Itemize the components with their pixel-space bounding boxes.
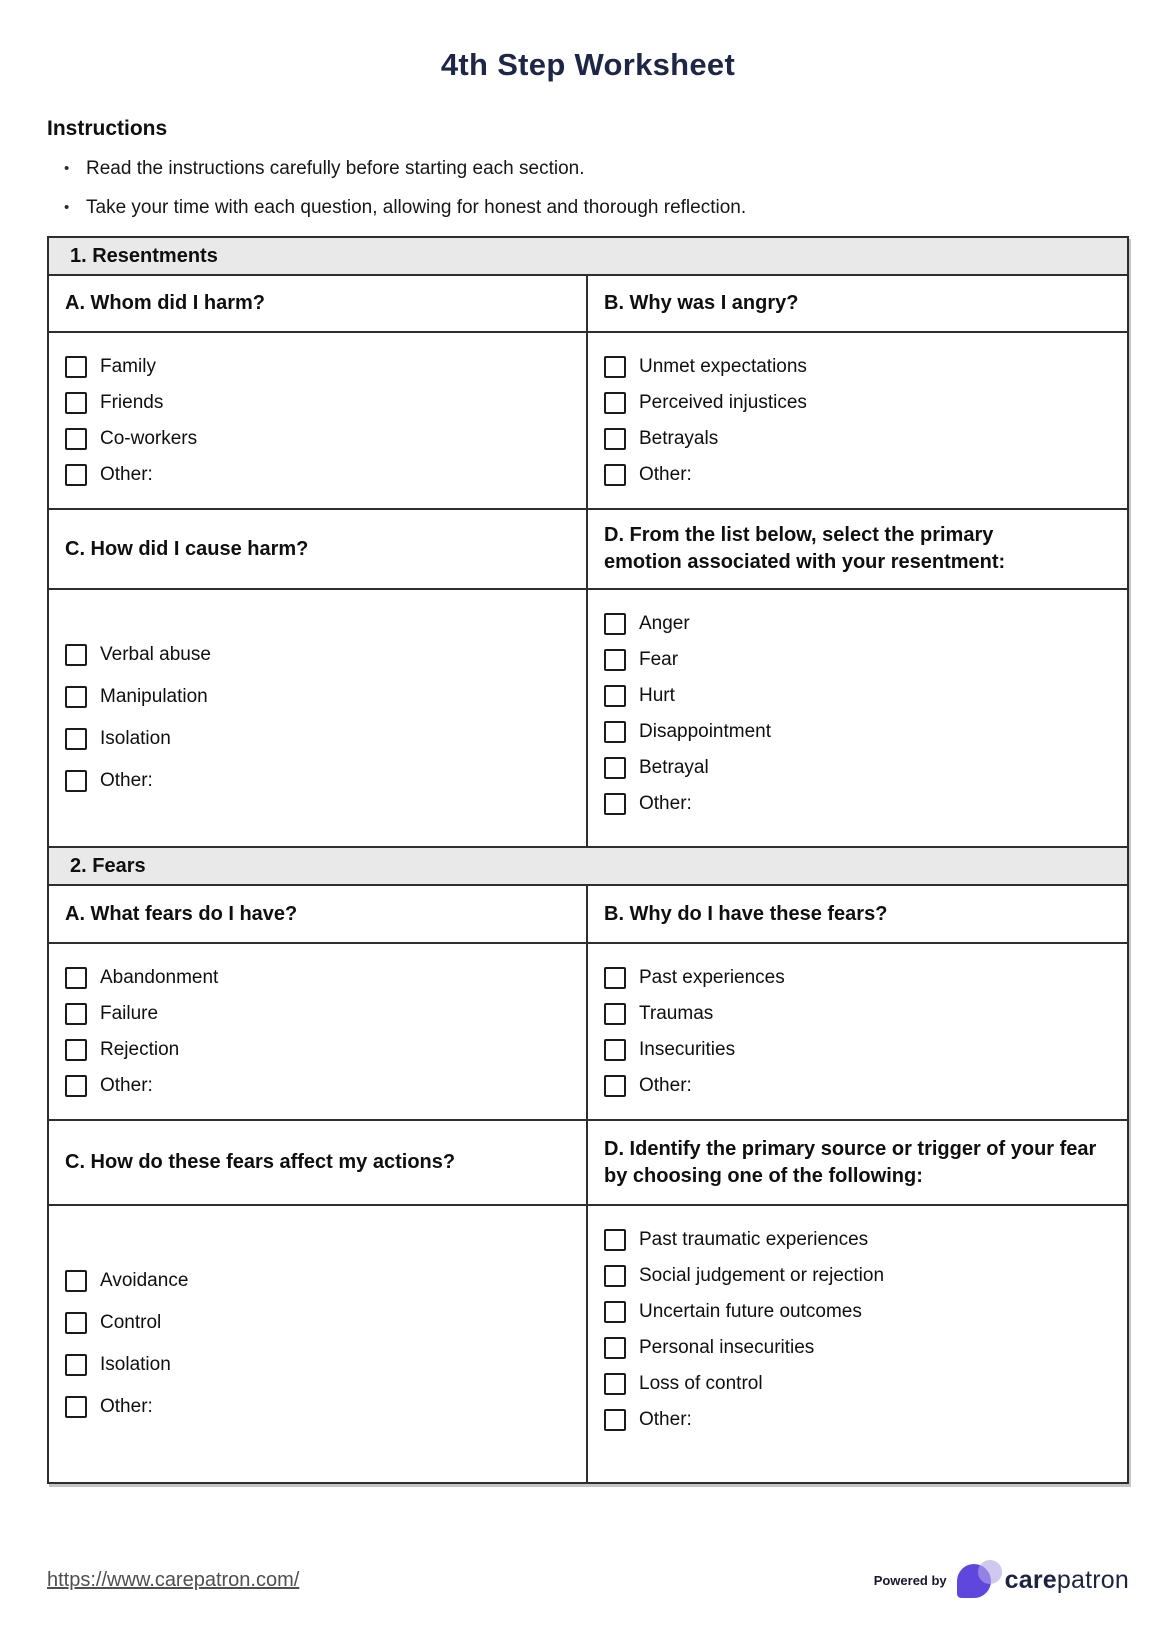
question-label: A. What fears do I have? [65, 902, 298, 925]
checkbox-option[interactable] [65, 967, 570, 989]
checkbox-option[interactable] [65, 428, 570, 450]
checkbox-option[interactable] [65, 392, 570, 414]
checkbox-label: Traumas [639, 1003, 714, 1024]
checkbox-label: Personal insecurities [639, 1337, 815, 1358]
checkbox-option[interactable] [65, 1003, 570, 1025]
checkbox-icon[interactable] [604, 1229, 626, 1251]
question-header-row [49, 510, 1127, 590]
checkbox-icon[interactable] [65, 392, 87, 414]
checkbox-option[interactable] [65, 1312, 570, 1334]
checkbox-label: Manipulation [100, 686, 208, 707]
options-list [588, 590, 1127, 846]
checkbox-option[interactable] [604, 757, 1111, 779]
options-list [588, 1206, 1127, 1482]
checkbox-icon[interactable] [65, 967, 87, 989]
checkbox-label: Anger [639, 613, 690, 634]
footer-link[interactable]: https://www.carepatron.com/ [47, 1568, 300, 1591]
section-header-fears [49, 848, 1127, 886]
checkbox-icon[interactable] [65, 686, 87, 708]
section-header-resentments [49, 238, 1127, 276]
checkbox-option[interactable] [65, 686, 570, 708]
checkbox-label: Other: [100, 770, 153, 791]
checkbox-icon[interactable] [604, 685, 626, 707]
checkbox-option[interactable] [65, 728, 570, 750]
checkbox-option[interactable] [65, 644, 570, 666]
options-row [49, 333, 1127, 510]
question-label: D. From the list below, select the primary emotion associated with your resentment: [604, 524, 1006, 573]
question-label: B. Why do I have these fears? [604, 902, 888, 925]
checkbox-label: Failure [100, 1003, 159, 1024]
options-list [588, 333, 1127, 508]
checkbox-label: Other: [639, 1409, 692, 1430]
checkbox-icon[interactable] [65, 770, 87, 792]
checkbox-option[interactable] [604, 721, 1111, 743]
checkbox-label: Avoidance [100, 1270, 189, 1291]
checkbox-option[interactable] [65, 1270, 570, 1292]
question-label: A. Whom did I harm? [65, 292, 265, 314]
question-label: D. Identify the primary source or trigger of your fear by choosing one of the following: [604, 1137, 1097, 1187]
checkbox-icon[interactable] [604, 967, 626, 989]
checkbox-label: Loss of control [639, 1373, 763, 1394]
question-label: C. How do these fears affect my actions? [65, 1151, 456, 1173]
question-header-cell [588, 886, 1127, 942]
checkbox-icon[interactable] [604, 1373, 626, 1395]
checkbox-option[interactable] [604, 356, 1111, 378]
checkbox-option[interactable] [604, 392, 1111, 414]
checkbox-option[interactable] [604, 1409, 1111, 1431]
checkbox-label: Unmet expectations [639, 356, 807, 377]
checkbox-option[interactable] [604, 793, 1111, 815]
checkbox-option[interactable] [604, 613, 1111, 635]
brand-wordmark: carepatron [1004, 1565, 1129, 1594]
checkbox-option[interactable] [65, 464, 570, 486]
checkbox-label: Control [100, 1312, 162, 1333]
options-list [49, 1206, 588, 1482]
checkbox-option[interactable] [604, 1373, 1111, 1395]
options-list [588, 944, 1127, 1119]
checkbox-icon[interactable] [604, 428, 626, 450]
checkbox-label: Perceived injustices [639, 392, 807, 413]
question-header-row [49, 276, 1127, 333]
options-row [49, 590, 1127, 848]
checkbox-label: Betrayal [639, 757, 709, 778]
checkbox-option[interactable] [65, 356, 570, 378]
checkbox-label: Verbal abuse [100, 644, 211, 665]
instructions-heading: Instructions [47, 117, 168, 140]
checkbox-option[interactable] [604, 1337, 1111, 1359]
options-list [49, 590, 588, 846]
checkbox-icon[interactable] [65, 1075, 87, 1097]
question-header-cell [588, 276, 1127, 331]
checkbox-option[interactable] [604, 1075, 1111, 1097]
checkbox-label: Fear [639, 649, 679, 670]
checkbox-option[interactable] [604, 1229, 1111, 1251]
checkbox-icon[interactable] [65, 1354, 87, 1376]
question-header-cell [49, 510, 588, 588]
checkbox-option[interactable] [65, 1075, 570, 1097]
checkbox-label: Social judgement or rejection [639, 1265, 885, 1286]
checkbox-label: Other: [639, 793, 692, 814]
question-header-cell [588, 510, 1127, 588]
checkbox-icon[interactable] [604, 721, 626, 743]
logo-bubble-shape [978, 1560, 1002, 1584]
checkbox-icon[interactable] [604, 613, 626, 635]
checkbox-label: Insecurities [639, 1039, 736, 1060]
checkbox-option[interactable] [604, 649, 1111, 671]
instruction-bullet: • Read the instructions carefully before starting each section. [61, 158, 1129, 180]
checkbox-icon[interactable] [65, 644, 87, 666]
checkbox-icon[interactable] [65, 1039, 87, 1061]
checkbox-icon[interactable] [604, 793, 626, 815]
section-title: 2. Fears [70, 854, 146, 877]
checkbox-label: Abandonment [100, 967, 219, 988]
checkbox-icon[interactable] [604, 1003, 626, 1025]
checkbox-icon[interactable] [65, 1396, 87, 1418]
options-row [49, 1206, 1127, 1482]
question-header-row [49, 1121, 1127, 1206]
page-title: 4th Step Worksheet [440, 47, 736, 82]
powered-by-label: Powered by [873, 1572, 947, 1588]
checkbox-label: Friends [100, 392, 164, 413]
checkbox-icon[interactable] [604, 356, 626, 378]
checkbox-icon[interactable] [65, 1003, 87, 1025]
instructions-section [47, 117, 1129, 219]
checkbox-icon[interactable] [604, 649, 626, 671]
question-header-row [49, 886, 1127, 944]
checkbox-label: Other: [100, 1075, 153, 1096]
checkbox-icon[interactable] [65, 428, 87, 450]
checkbox-option[interactable] [65, 1354, 570, 1376]
worksheet-table [47, 236, 1129, 1484]
checkbox-option[interactable] [604, 1003, 1111, 1025]
checkbox-option[interactable] [65, 1396, 570, 1418]
checkbox-label: Other: [639, 1075, 692, 1096]
options-list [49, 944, 588, 1119]
instructions-list [61, 158, 1129, 219]
checkbox-icon[interactable] [604, 757, 626, 779]
question-label: C. How did I cause harm? [65, 537, 309, 560]
question-header-cell [588, 1121, 1127, 1204]
question-header-cell [49, 276, 588, 331]
checkbox-option[interactable] [604, 685, 1111, 707]
checkbox-icon[interactable] [65, 464, 87, 486]
carepatron-logo-icon [957, 1560, 1003, 1600]
checkbox-icon[interactable] [65, 356, 87, 378]
checkbox-label: Past experiences [639, 967, 785, 988]
section-title: 1. Resentments [70, 244, 218, 267]
checkbox-option[interactable] [604, 428, 1111, 450]
question-header-cell [49, 886, 588, 942]
checkbox-label: Other: [639, 464, 692, 485]
checkbox-option[interactable] [65, 770, 570, 792]
options-list [49, 333, 588, 508]
instruction-bullet: • Take your time with each question, allowing for honest and thorough reflection. [61, 197, 1129, 219]
checkbox-option[interactable] [65, 1039, 570, 1061]
checkbox-label: Family [100, 356, 156, 377]
checkbox-icon[interactable] [604, 1337, 626, 1359]
checkbox-label: Isolation [100, 728, 171, 749]
checkbox-option[interactable] [604, 464, 1111, 486]
checkbox-label: Other: [100, 464, 153, 485]
checkbox-label: Uncertain future outcomes [639, 1301, 862, 1322]
checkbox-icon[interactable] [604, 1039, 626, 1061]
question-label: B. Why was I angry? [604, 292, 799, 314]
checkbox-label: Disappointment [639, 721, 772, 742]
checkbox-option[interactable] [604, 1039, 1111, 1061]
checkbox-label: Past traumatic experiences [639, 1229, 869, 1250]
checkbox-option[interactable] [604, 1301, 1111, 1323]
checkbox-icon[interactable] [604, 1075, 626, 1097]
checkbox-label: Isolation [100, 1354, 171, 1375]
page-footer [47, 1560, 1129, 1600]
options-row [49, 944, 1127, 1121]
checkbox-icon[interactable] [65, 728, 87, 750]
checkbox-icon[interactable] [604, 1409, 626, 1431]
checkbox-label: Rejection [100, 1039, 180, 1060]
carepatron-brand [874, 1560, 1129, 1600]
checkbox-icon[interactable] [604, 464, 626, 486]
checkbox-label: Betrayals [639, 428, 719, 449]
checkbox-icon[interactable] [65, 1312, 87, 1334]
question-header-cell [49, 1121, 588, 1204]
checkbox-icon[interactable] [604, 1301, 626, 1323]
checkbox-option[interactable] [604, 1265, 1111, 1287]
checkbox-option[interactable] [604, 967, 1111, 989]
checkbox-label: Other: [100, 1396, 153, 1417]
checkbox-label: Hurt [639, 685, 675, 706]
checkbox-icon[interactable] [65, 1270, 87, 1292]
checkbox-icon[interactable] [604, 1265, 626, 1287]
checkbox-icon[interactable] [604, 392, 626, 414]
checkbox-label: Co-workers [100, 428, 198, 449]
